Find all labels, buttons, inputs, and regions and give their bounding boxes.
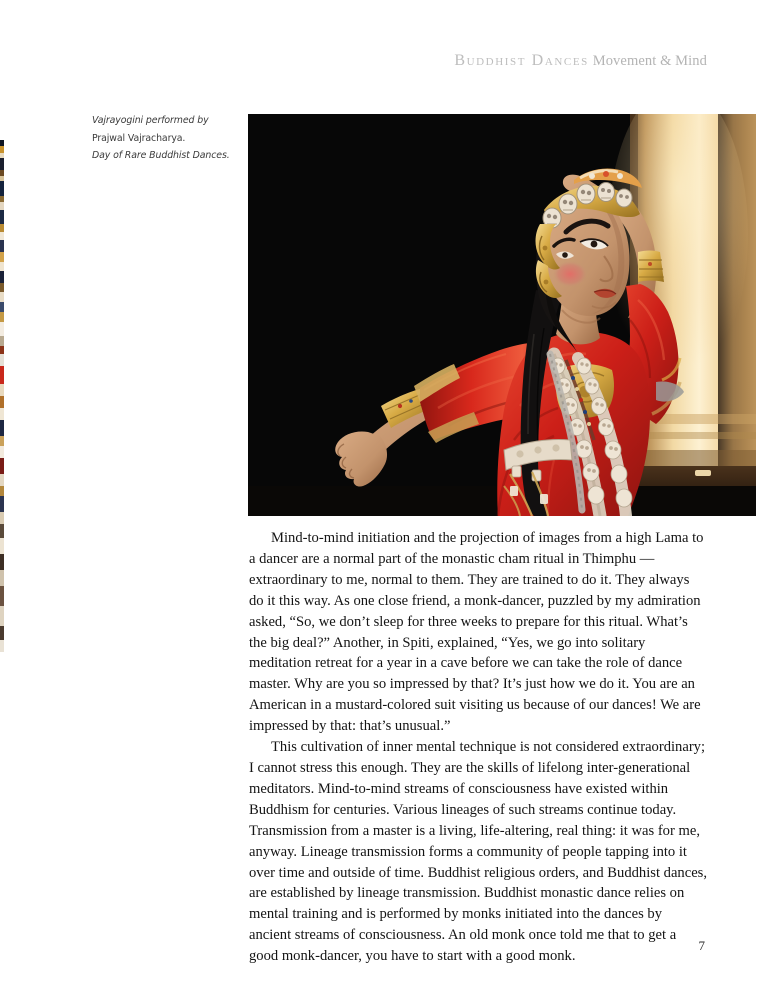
dancer-photograph-image [248,114,756,516]
running-head [454,52,707,70]
caption-line-3: Day of Rare Buddhist Dances. [92,150,230,162]
running-head-section-title: Movement & Mind [592,53,707,69]
paragraph-1: Mind-to-mind initiation and the projection of images from a high Lama to a dancer are a normal part of the monastic cham ritual in Thimphu — extraordinary to me, normal to them. They are trained to do it. They always do it this way. As one close friend, a monk-dancer, puzzled by my admiration asked, “So, we don’t sleep for three weeks to prepare for this ritual. What’s the big deal?” Another, in Spiti, explained, “Yes, we go into solitary meditation retreat for a year in a cave before we can take the role of dance master. Why are you so impressed by that? It’s just how we do it. You are an American in a mustard-colored suit visiting us because of our dances! We are impressed by that: that’s unusual.” [249,530,704,735]
dancer-photograph [248,114,756,516]
page-edge-color-strip [0,140,4,652]
paragraph-2: This cultivation of inner mental technique is not considered extraordinary; I cannot stress this enough. They are the skills of lifelong inter-generational meditators. Mind-to-mind streams of consciousness have existed within Buddhism for centuries. Various lineages of such streams continue today. Transmission from a master is a living, life-altering, real thing: it was for me, anyway. Lineage transmission forms a community of people tapping into it over time and outside of time. Buddhist religious orders, and Buddhist dances, are established by lineage transmission. Buddhist monastic dance relies on mental training and is performed by monks initiated into the dances by ancient streams of consciousness. An old monk once told me that to get a good monk-dancer, you have to start with a good monk. [249,739,708,965]
caption-line-2: Prajwal Vajracharya. [92,132,186,144]
caption-line-1: Vajrayogini performed by [92,115,209,126]
cheek-blush [553,261,587,287]
photo-caption [92,112,240,165]
page-number: 7 [698,938,705,953]
running-head-book-title: Buddhist Dances [454,52,589,69]
article-body [249,528,707,967]
